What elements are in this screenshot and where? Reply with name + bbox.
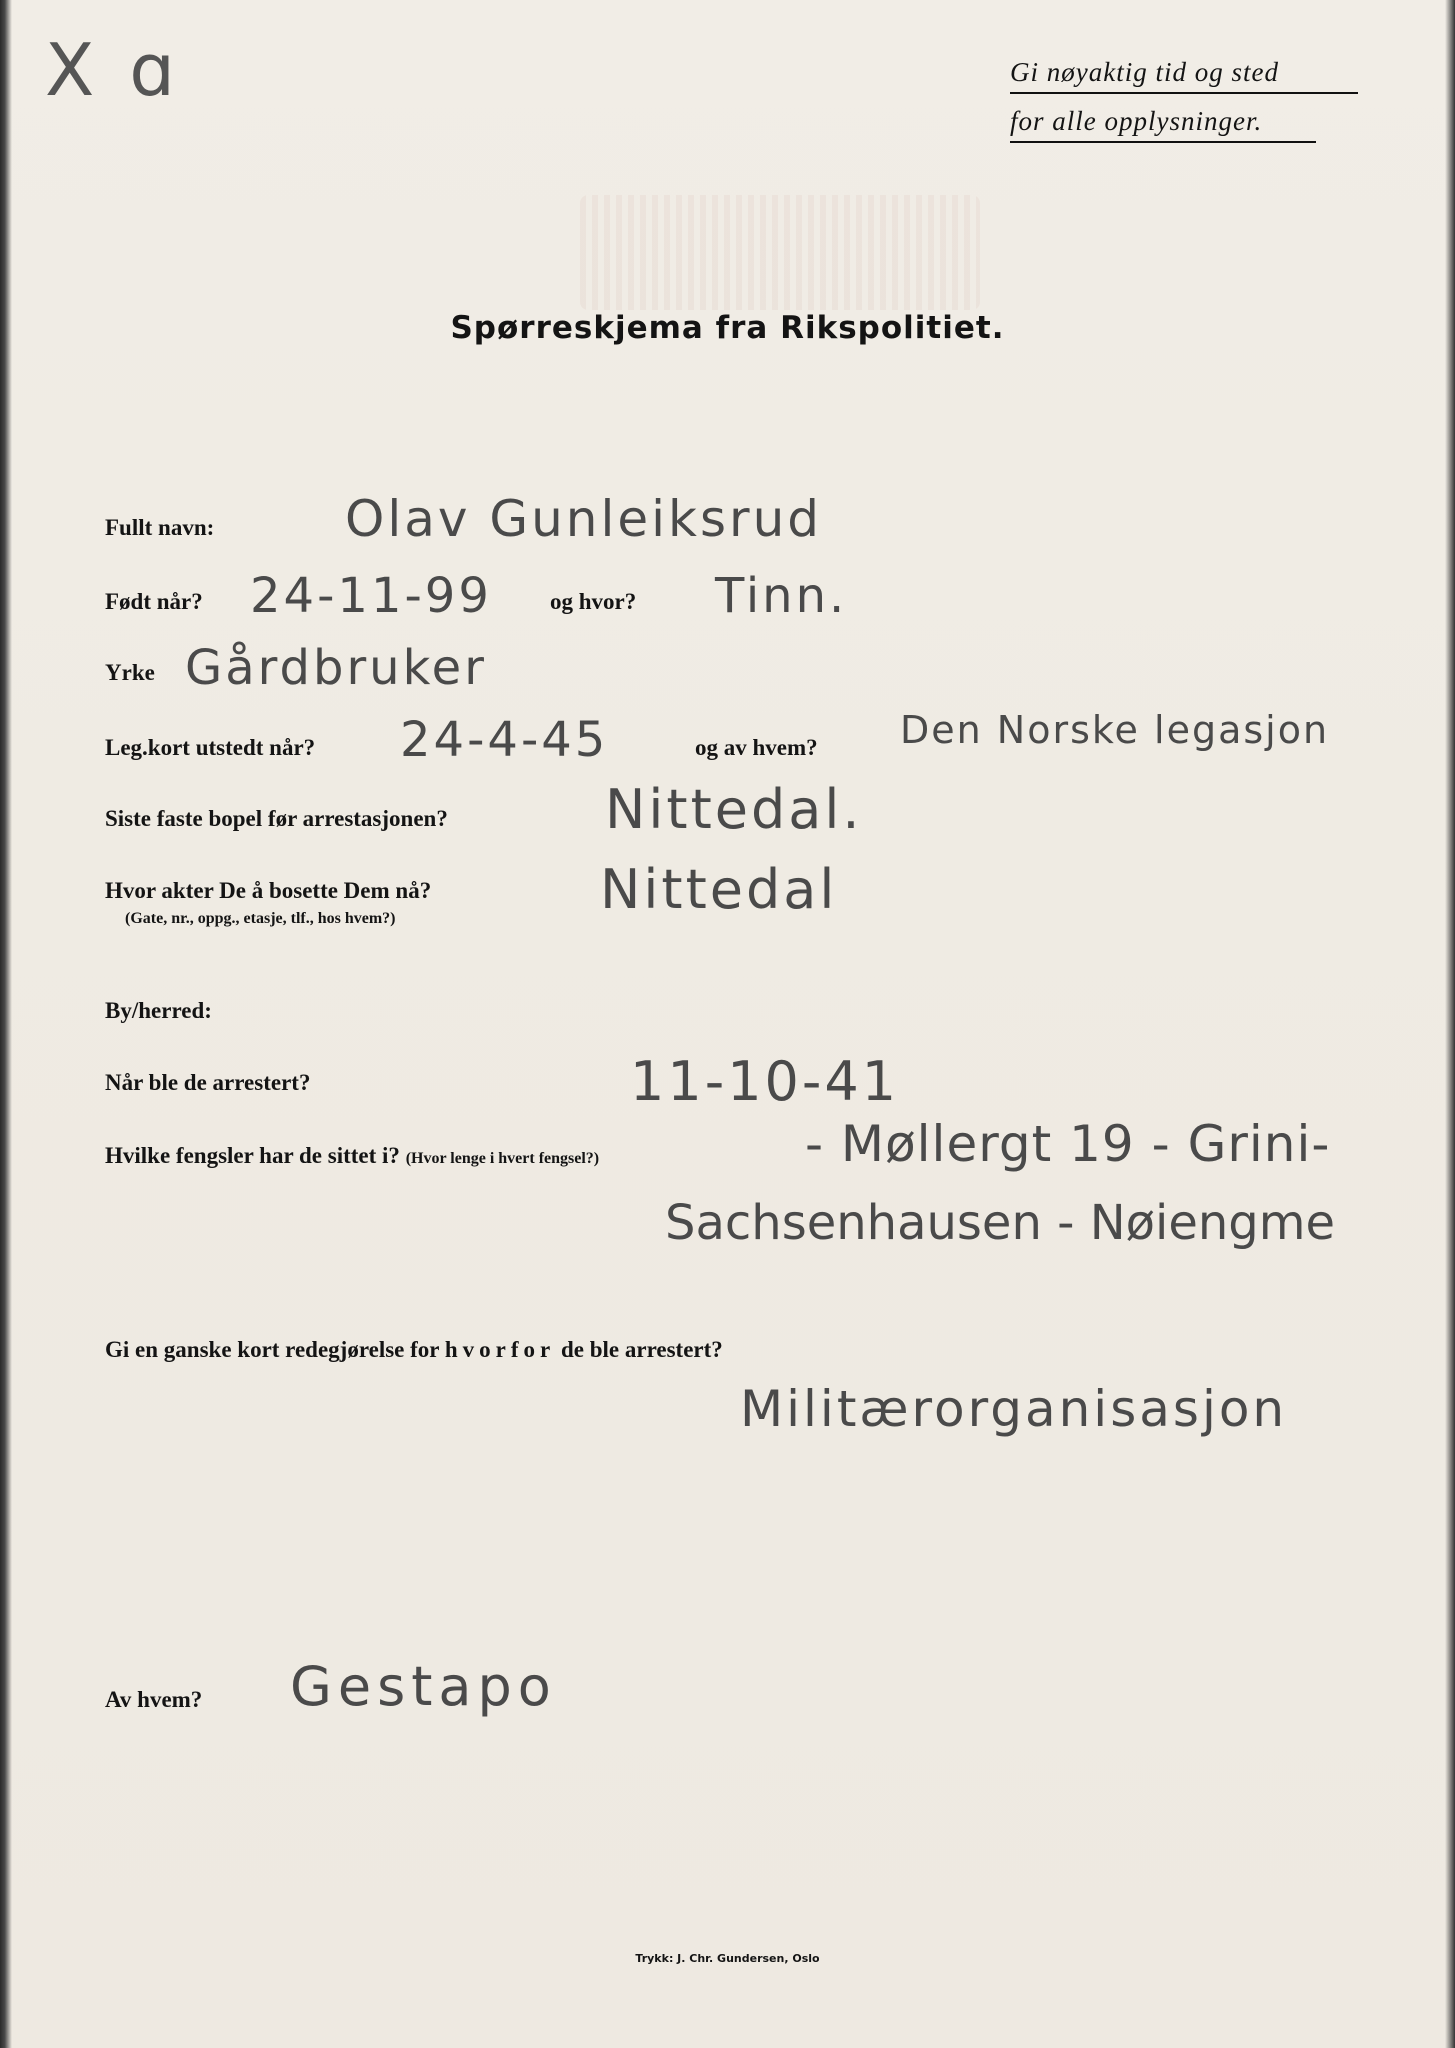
occupation-value: Gårdbruker: [185, 640, 487, 696]
born-where-value: Tinn.: [715, 568, 848, 624]
arrested-when-value: 11-10-41: [630, 1050, 900, 1113]
prisons-sublabel: (Hvor lenge i hvert fengsel?): [405, 1150, 600, 1167]
id-issued-by-label: og av hvem?: [695, 735, 818, 760]
arrested-by-label: Av hvem?: [105, 1687, 203, 1712]
faded-stamp: [580, 195, 980, 310]
corner-handwritten-mark: X ɑ: [45, 28, 181, 112]
notice-line-2: for alle opplysninger.: [1010, 104, 1316, 143]
prisons-value-line-1: - Møllergt 19 - Grini-: [805, 1115, 1331, 1173]
scan-edge-right: [1445, 0, 1455, 2048]
prisons-label: [105, 1143, 599, 1169]
reason-value: Militærorganisasjon: [740, 1380, 1288, 1438]
city-label: By/herred:: [105, 998, 212, 1023]
reason-label: [105, 1337, 723, 1363]
born-when-value: 24-11-99: [250, 568, 492, 624]
prisons-label-text: Hvilke fengsler har de sittet i?: [105, 1143, 400, 1168]
settle-where-value: Nittedal: [600, 858, 838, 921]
prisons-value-line-2: Sachsenhausen - Nøiengme: [665, 1195, 1336, 1251]
occupation-label: Yrke: [105, 660, 155, 685]
born-where-label: og hvor?: [550, 589, 637, 614]
born-when-label: Født når?: [105, 589, 203, 614]
last-residence-label: Siste faste bopel før arrestasjonen?: [105, 806, 448, 831]
notice-line-1: Gi nøyaktig tid og sted: [1010, 55, 1358, 94]
reason-label-emphasis: hvorfor: [444, 1337, 556, 1362]
full-name-value: Olav Gunleiksrud: [345, 490, 823, 548]
last-residence-value: Nittedal.: [605, 778, 863, 841]
reason-label-post: de ble arrestert?: [560, 1337, 723, 1362]
id-issued-when-label: Leg.kort utstedt når?: [105, 735, 316, 760]
id-issued-when-value: 24-4-45: [400, 712, 609, 768]
settle-where-label: Hvor akter De å bosette Dem nå?: [105, 878, 432, 903]
settle-where-sublabel: (Gate, nr., oppg., etasje, tlf., hos hvem?): [125, 910, 396, 927]
id-issued-by-value: Den Norske legasjon: [900, 708, 1330, 752]
full-name-label: Fullt navn:: [105, 515, 215, 540]
reason-label-pre: Gi en ganske kort redegjørelse for: [105, 1337, 440, 1362]
notice-box: [1010, 55, 1358, 143]
arrested-by-value: Gestapo: [290, 1655, 557, 1718]
arrested-when-label: Når ble de arrestert?: [105, 1070, 311, 1095]
printer-imprint: Trykk: J. Chr. Gundersen, Oslo: [635, 1952, 820, 1965]
scan-edge-left: [0, 0, 12, 2048]
form-title: Spørreskjema fra Rikspolitiet.: [450, 310, 1005, 346]
